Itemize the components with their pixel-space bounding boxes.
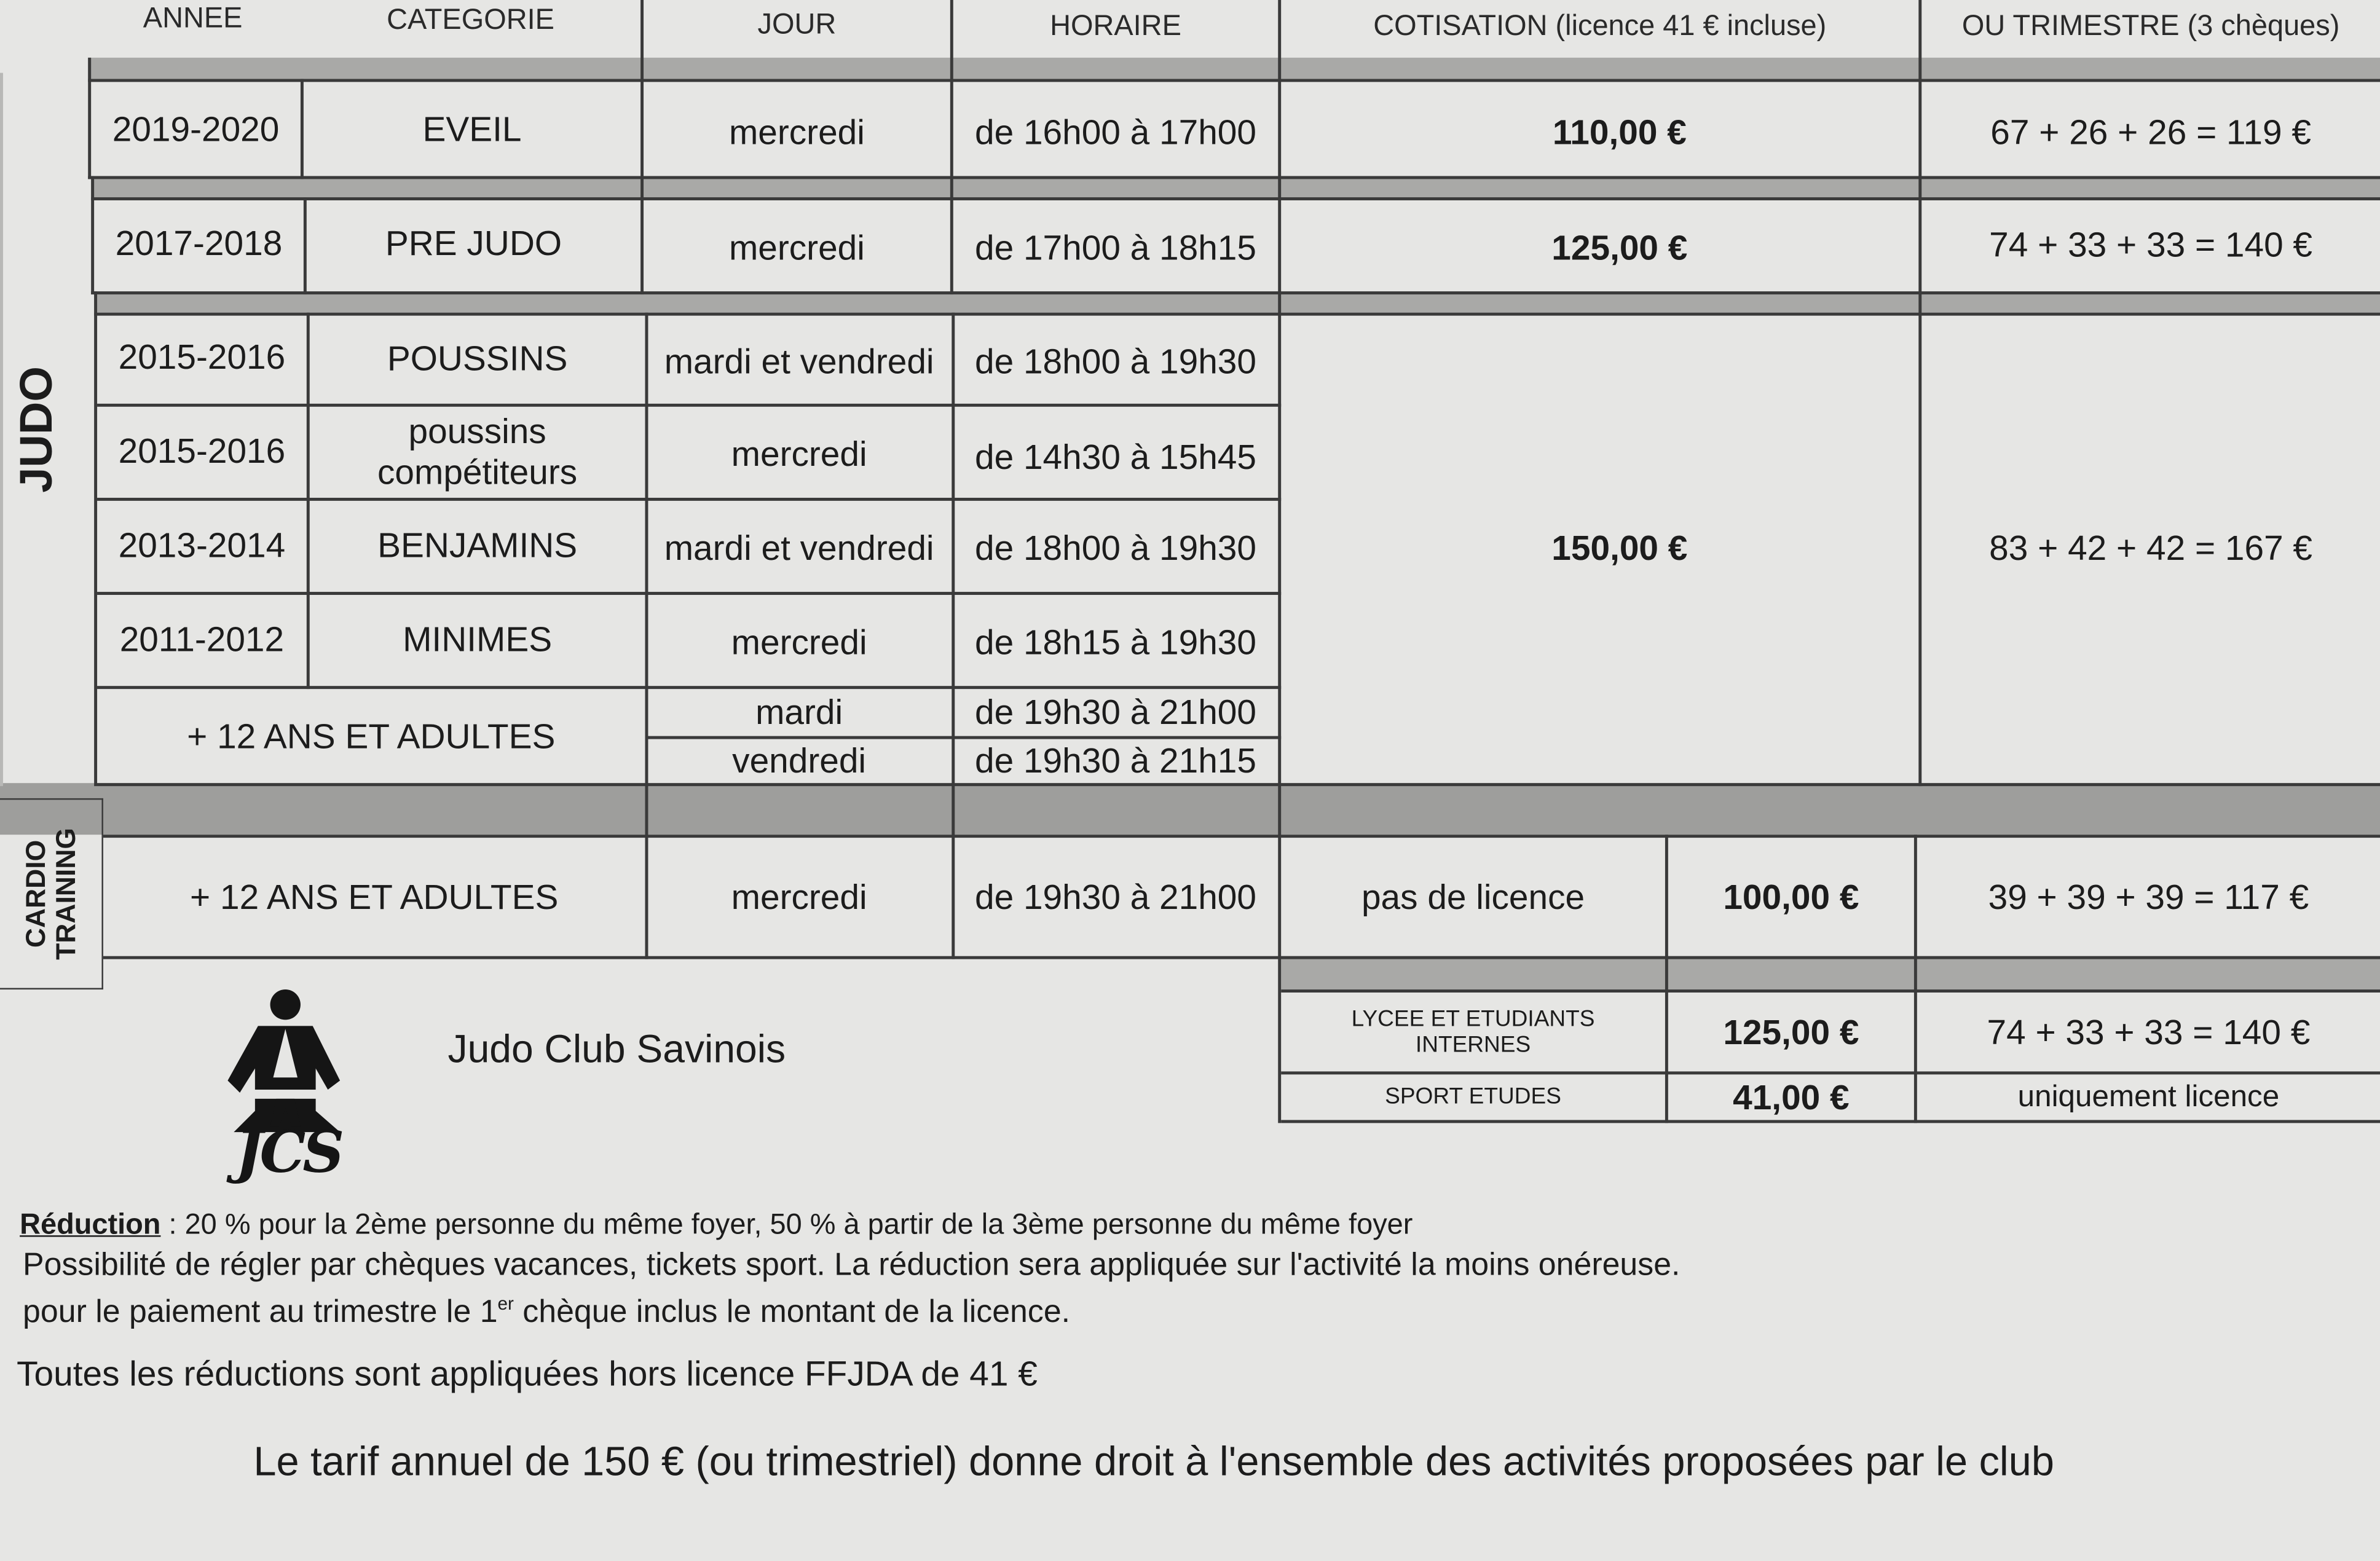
row-minimes-annee: 2011-2012	[119, 618, 285, 658]
row-poussins-comp-annee: 2015-2016	[118, 430, 286, 470]
header-cotisation: COTISATION (licence 41 € incluse)	[1373, 10, 1827, 43]
row-prejudo-horaire: de 17h00 à 18h15	[975, 227, 1257, 267]
payment-note: Possibilité de régler par chèques vacances, tickets sport. La réduction sera appliquée sur l'activité la moins onéreuse.	[23, 1247, 1681, 1283]
cardio-cotisation: 100,00 €	[1723, 876, 1859, 916]
col-line	[307, 313, 309, 689]
row-benjamins-jour: mardi et vendredi	[664, 527, 934, 567]
row-adultes-categorie: + 12 ANS ET ADULTES	[187, 715, 556, 755]
row-line	[97, 783, 2380, 785]
row-line	[88, 79, 2380, 81]
row-adultes-horaire-1: de 19h30 à 21h00	[975, 692, 1257, 732]
club-name: Judo Club Savinois	[447, 1026, 786, 1072]
row-line	[1281, 1071, 2380, 1074]
row-adultes-jour-2: vendredi	[732, 739, 867, 780]
row-line	[1281, 989, 2380, 992]
row-adultes-horaire-2: de 19h30 à 21h15	[975, 739, 1257, 780]
separator-band	[94, 291, 2380, 313]
row-line	[103, 835, 2380, 837]
row-eveil-cotisation: 110,00 €	[1552, 111, 1687, 151]
header-trimestre: OU TRIMESTRE (3 chèques)	[1961, 10, 2340, 43]
lycee-label	[1281, 993, 1665, 1071]
separator-band	[91, 176, 2380, 197]
row-eveil-jour: mercredi	[728, 111, 865, 151]
row-line	[103, 956, 2380, 959]
row-benjamins-categorie: BENJAMINS	[377, 524, 578, 564]
row-prejudo-categorie: PRE JUDO	[385, 222, 562, 262]
row-prejudo-trimestre: 74 + 33 + 33 = 140 €	[1989, 224, 2313, 264]
reduction-text: : 20 % pour la 2ème personne du même foyer, 50 % à partir de la 3ème personne du même foyer	[160, 1209, 1413, 1241]
sport-etudes-trimestre: uniquement licence	[2017, 1079, 2280, 1114]
row-poussins-jour: mardi et vendredi	[664, 340, 934, 380]
header-jour: JOUR	[757, 9, 837, 41]
cardio-label: CARDIO	[20, 839, 51, 948]
separator-band	[1281, 956, 2380, 989]
row-prejudo-jour: mercredi	[728, 227, 865, 267]
lycee-label-line-2: INTERNES	[1415, 1032, 1531, 1058]
row-line	[1281, 1120, 2380, 1122]
lycee-cotisation: 125,00 €	[1723, 1011, 1859, 1052]
row-poussins-comp-jour: mercredi	[731, 433, 867, 473]
trimestre-note-b: chèque inclus le montant de la licence.	[513, 1294, 1071, 1330]
col-line	[1278, 0, 1280, 1123]
row-benjamins-horaire: de 18h00 à 19h30	[975, 527, 1257, 567]
row-eveil-categorie: EVEIL	[422, 108, 522, 148]
col-line	[301, 79, 303, 179]
trimestre-note	[23, 1293, 1070, 1331]
row-eveil-trimestre: 67 + 26 + 26 = 119 €	[1990, 111, 2311, 151]
reduction-label: Réduction	[20, 1209, 161, 1241]
row-benjamins-annee: 2013-2014	[118, 524, 286, 564]
side-rule	[0, 73, 2, 787]
club-logo-text: JCS	[235, 1117, 342, 1185]
group-trimestre: 83 + 42 + 42 = 167 €	[1989, 527, 2313, 567]
row-prejudo-annee: 2017-2018	[115, 222, 283, 262]
categorie-line-1: poussins	[408, 411, 546, 451]
club-logo	[213, 986, 364, 1190]
judo-label: JUDO	[12, 366, 63, 493]
training-label: TRAINING	[50, 828, 82, 960]
col-line	[950, 0, 953, 294]
cardio-categorie: + 12 ANS ET ADULTES	[190, 876, 559, 916]
col-line	[304, 197, 306, 294]
trimestre-note-a: pour le paiement au trimestre le 1	[23, 1294, 498, 1330]
col-line	[1914, 835, 1917, 1123]
row-minimes-categorie: MINIMES	[403, 618, 553, 658]
reduction-note	[20, 1209, 1413, 1243]
col-line	[94, 291, 97, 786]
header-horaire: HORAIRE	[1050, 10, 1181, 43]
cardio-horaire: de 19h30 à 21h00	[975, 876, 1257, 916]
row-minimes-jour: mercredi	[731, 621, 867, 661]
trimestre-note-sup: er	[497, 1292, 514, 1315]
separator-band	[88, 58, 2380, 79]
cardio-trimestre: 39 + 39 + 39 = 117 €	[1988, 876, 2309, 916]
row-poussins-annee: 2015-2016	[118, 336, 286, 376]
row-adultes-jour-1: mardi	[755, 692, 843, 732]
header-annee: ANNEE	[143, 2, 243, 35]
cardio-licence: pas de licence	[1361, 876, 1585, 916]
cardio-training-box	[0, 798, 103, 989]
col-line	[88, 58, 90, 179]
cardio-jour: mercredi	[731, 876, 867, 916]
row-eveil-annee: 2019-2020	[112, 108, 280, 148]
group-cotisation: 150,00 €	[1551, 527, 1688, 567]
row-poussins-categorie: POUSSINS	[387, 337, 568, 377]
categorie-line-2: compétiteurs	[377, 452, 578, 492]
footer-note: Le tarif annuel de 150 € (ou trimestriel) donne droit à l'ensemble des activités proposées par le club	[253, 1438, 2054, 1485]
row-eveil-horaire: de 16h00 à 17h00	[975, 111, 1257, 151]
col-line	[91, 176, 93, 294]
sport-etudes-cotisation: 41,00 €	[1733, 1077, 1850, 1117]
col-line	[640, 0, 643, 294]
separator-band	[0, 783, 2380, 835]
row-poussins-comp-categorie	[310, 407, 645, 498]
row-minimes-horaire: de 18h15 à 19h30	[975, 621, 1257, 661]
lycee-label-line-1: LYCEE ET ETUDIANTS	[1351, 1005, 1595, 1032]
sport-etudes-label: SPORT ETUDES	[1385, 1084, 1561, 1111]
header-categorie: CATEGORIE	[387, 4, 554, 37]
licence-note: Toutes les réductions sont appliquées hors licence FFJDA de 41 €	[17, 1353, 1038, 1393]
row-poussins-comp-horaire: de 14h30 à 15h45	[975, 436, 1257, 476]
col-line	[1665, 835, 1668, 1123]
row-poussins-horaire: de 18h00 à 19h30	[975, 340, 1257, 380]
row-prejudo-cotisation: 125,00 €	[1551, 227, 1688, 267]
lycee-trimestre: 74 + 33 + 33 = 140 €	[1987, 1011, 2311, 1052]
